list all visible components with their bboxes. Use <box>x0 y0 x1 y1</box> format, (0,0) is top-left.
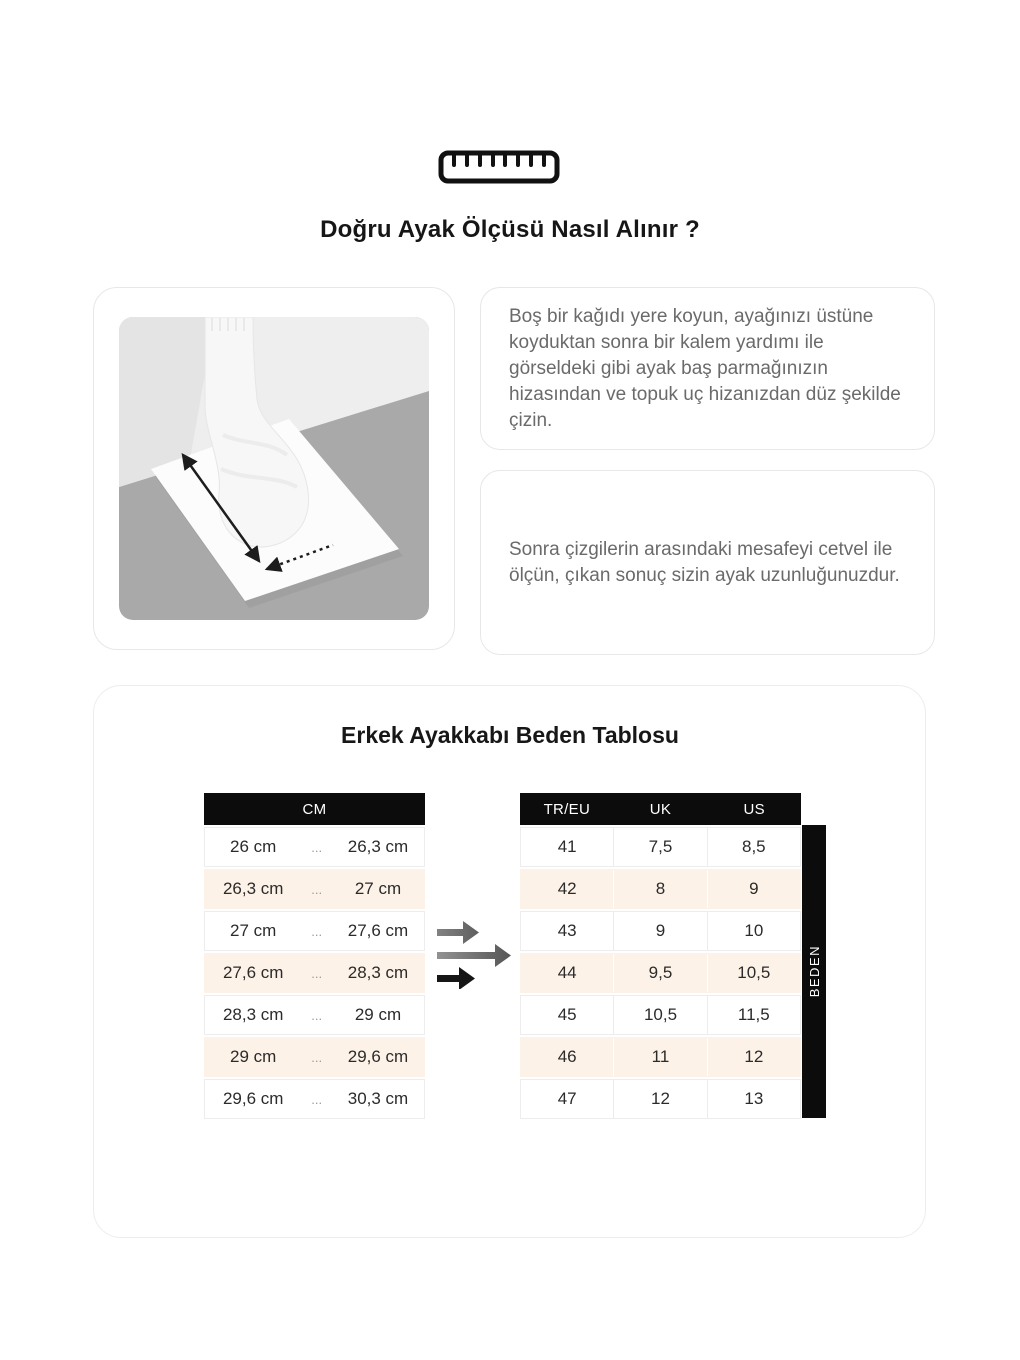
col-header-us: US <box>743 800 765 818</box>
cm-range-table <box>204 793 425 1119</box>
range-dots: ... <box>311 1007 323 1023</box>
range-dots: ... <box>311 965 323 981</box>
table-row: 41 7,5 8,5 <box>520 827 801 867</box>
instruction-card-2 <box>480 470 935 655</box>
foot-measurement-photo <box>119 317 429 620</box>
instruction-step-1: Boş bir kağıdı yere koyun, ayağınızı üstüne koyduktan sonra bir kalem yardımı ile görseldeki gibi ayak baş parmağınızın hizasından ve topuk uç hizanızdan düz şekilde çizin. <box>509 306 901 431</box>
intl-table-header <box>520 793 801 825</box>
ruler-icon <box>438 150 560 184</box>
transfer-arrows-icon <box>437 919 515 989</box>
table-row: 28,3 cm ... 29 cm <box>204 995 425 1035</box>
table-row: 26,3 cm ... 27 cm <box>204 869 425 909</box>
intl-size-table <box>520 793 801 1119</box>
range-dots: ... <box>311 1091 323 1107</box>
measurement-photo-card <box>93 287 455 650</box>
range-dots: ... <box>311 881 323 897</box>
table-row: 42 8 9 <box>520 869 801 909</box>
range-dots: ... <box>311 1049 323 1065</box>
beden-label: BEDEN <box>806 945 822 998</box>
beden-side-bar <box>802 825 826 1118</box>
table-row: 26 cm ... 26,3 cm <box>204 827 425 867</box>
table-row: 46 11 12 <box>520 1037 801 1077</box>
table-row: 45 10,5 11,5 <box>520 995 801 1035</box>
table-row: 29 cm ... 29,6 cm <box>204 1037 425 1077</box>
instruction-card-1 <box>480 287 935 450</box>
instruction-step-2: Sonra çizgilerin arasındaki mesafeyi cetvel ile ölçün, çıkan sonuç sizin ayak uzunluğunuzdur. <box>509 538 900 586</box>
cm-table-header: CM <box>204 793 425 825</box>
range-dots: ... <box>311 923 323 939</box>
table-row: 27 cm ... 27,6 cm <box>204 911 425 951</box>
table-row: 43 9 10 <box>520 911 801 951</box>
page-title: Doğru Ayak Ölçüsü Nasıl Alınır ? <box>320 216 700 243</box>
range-dots: ... <box>311 839 323 855</box>
table-row: 27,6 cm ... 28,3 cm <box>204 953 425 993</box>
table-row: 29,6 cm ... 30,3 cm <box>204 1079 425 1119</box>
table-row: 44 9,5 10,5 <box>520 953 801 993</box>
size-chart-title: Erkek Ayakkabı Beden Tablosu <box>341 722 679 748</box>
col-header-tr-eu: TR/EU <box>543 800 591 818</box>
col-header-uk: UK <box>649 800 672 818</box>
table-row: 47 12 13 <box>520 1079 801 1119</box>
